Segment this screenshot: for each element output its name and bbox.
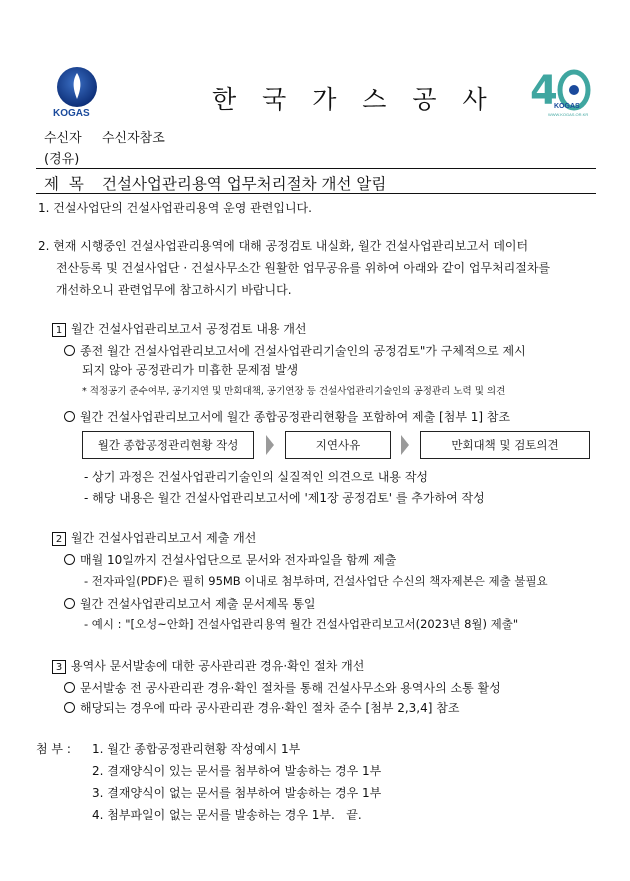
bullet-circle-icon (64, 598, 75, 609)
section-2-bullet-2 (64, 595, 316, 612)
section-2-heading (52, 529, 256, 546)
logo-left-text: KOGAS (53, 108, 90, 119)
section-1-bullet-2-text: 월간 건설사업관리보고서에 월간 종합공정관리현황을 포함하여 제출 [첨부 1] 참조 (80, 410, 511, 424)
section-3-bullet-2-text: 해당되는 경우에 따라 공사관리관 경유·확인 절차 준수 [첨부 2,3,4] 참조 (80, 701, 460, 715)
section-3-title: 용역사 문서발송에 대한 공사관리관 경유·확인 절차 개선 (71, 659, 365, 673)
section-1-note: * 적정공기 준수여부, 공기지연 및 만회대책, 공기연장 등 건설사업관리기술인의 공정관리 노력 및 의견 (82, 386, 506, 397)
section-3-bullet-2 (64, 699, 459, 716)
via-label: (경유) (44, 152, 80, 167)
attachments-label: 첨 부 : (36, 742, 71, 756)
section-1-bullet-1-line-1: 종전 월간 건설사업관리보고서에 건설사업관리기술인의 공정검토"가 구체적으로 제시 (80, 344, 526, 358)
section-3-bullet-1-text: 문서발송 전 공사관리관 경유·확인 절차를 통해 건설사무소와 용역사의 소통 활성 (80, 681, 501, 695)
bullet-circle-icon (64, 411, 75, 422)
section-1-dash-1: - 상기 과정은 건설사업관리기술인의 실질적인 의견으로 내용 작성 (84, 470, 429, 484)
attachment-item: 2. 결재양식이 있는 문서를 첨부하여 발송하는 경우 1부 (92, 764, 382, 778)
divider-subject (36, 193, 596, 194)
section-1-number: 1 (52, 323, 66, 337)
logo-right-text: KOGAS (554, 103, 580, 110)
paragraph-2-line-3: 개선하오니 관련업무에 참고하시기 바랍니다. (56, 283, 292, 297)
attachment-item: 4. 첨부파일이 없는 문서를 발송하는 경우 1부. 끝. (92, 808, 362, 822)
recipient-label: 수신자 (44, 131, 82, 146)
attachment-item: 3. 결재양식이 없는 문서를 첨부하여 발송하는 경우 1부 (92, 786, 382, 800)
section-2-bullet-2-text: 월간 건설사업관리보고서 제출 문서제목 통일 (80, 597, 316, 611)
section-2-number: 2 (52, 532, 66, 546)
section-1-heading (52, 320, 307, 337)
section-1-title: 월간 건설사업관리보고서 공정검토 내용 개선 (71, 322, 307, 336)
flow-arrow-icon (401, 435, 409, 455)
section-2-bullet-1 (64, 551, 396, 568)
section-3-number: 3 (52, 660, 66, 674)
anniversary-logo (528, 68, 598, 120)
bullet-circle-icon (64, 682, 75, 693)
divider-top (36, 168, 596, 169)
section-3-bullet-1 (64, 679, 501, 696)
section-3-heading (52, 657, 364, 674)
section-2-title: 월간 건설사업관리보고서 제출 개선 (71, 531, 257, 545)
section-2-dash-2: - 예시 : "[오성~안화] 건설사업관리용역 월간 건설사업관리보고서(2023년 8월) 제출" (84, 617, 519, 631)
bullet-circle-icon (64, 702, 75, 713)
paragraph-2-line-1: 2. 현재 시행중인 건설사업관리용역에 대해 공정검토 내실화, 월간 건설사업관리보고서 데이터 (38, 239, 529, 253)
section-2-dash-1: - 전자파일(PDF)은 필히 95MB 이내로 첨부하며, 건설사업단 수신의 책자제본은 제출 불필요 (84, 574, 548, 588)
bullet-circle-icon (64, 345, 75, 356)
flow-step-3: 만회대책 및 검토의견 (420, 431, 590, 459)
subject-label: 제 목 (44, 175, 84, 193)
flow-step-1: 월간 종합공정관리현황 작성 (82, 431, 254, 459)
flow-arrow-icon (266, 435, 274, 455)
flow-step-2: 지연사유 (285, 431, 391, 459)
section-2-bullet-1-text: 매월 10일까지 건설사업단으로 문서와 전자파일을 함께 제출 (80, 553, 397, 567)
svg-text:4: 4 (530, 68, 558, 114)
logo-right-sub: WWW.KOGAS.OR.KR (548, 112, 589, 117)
recipient-value: 수신자참조 (102, 131, 165, 146)
document-title: 한 국 가 스 공 사 (212, 85, 496, 114)
subject-value: 건설사업관리용역 업무처리절차 개선 알림 (102, 175, 387, 193)
bullet-circle-icon (64, 554, 75, 565)
section-1-dash-2: - 해당 내용은 월간 건설사업관리보고서에 '제1장 공정검토' 를 추가하여 작성 (84, 491, 485, 505)
kogas-logo (50, 63, 104, 123)
attachment-item: 1. 월간 종합공정관리현황 작성예시 1부 (92, 742, 301, 756)
paragraph-1: 1. 건설사업단의 건설사업관리용역 운영 관련입니다. (38, 201, 312, 215)
paragraph-2-line-2: 전산등록 및 건설사업단 · 건설사무소간 원활한 업무공유를 위하여 아래와 같이 업무처리절차를 (56, 261, 551, 275)
section-1-bullet-1 (64, 342, 526, 359)
section-1-bullet-1-line-2: 되지 않아 공정관리가 미흡한 문제점 발생 (82, 363, 299, 377)
section-1-bullet-2 (64, 408, 510, 425)
